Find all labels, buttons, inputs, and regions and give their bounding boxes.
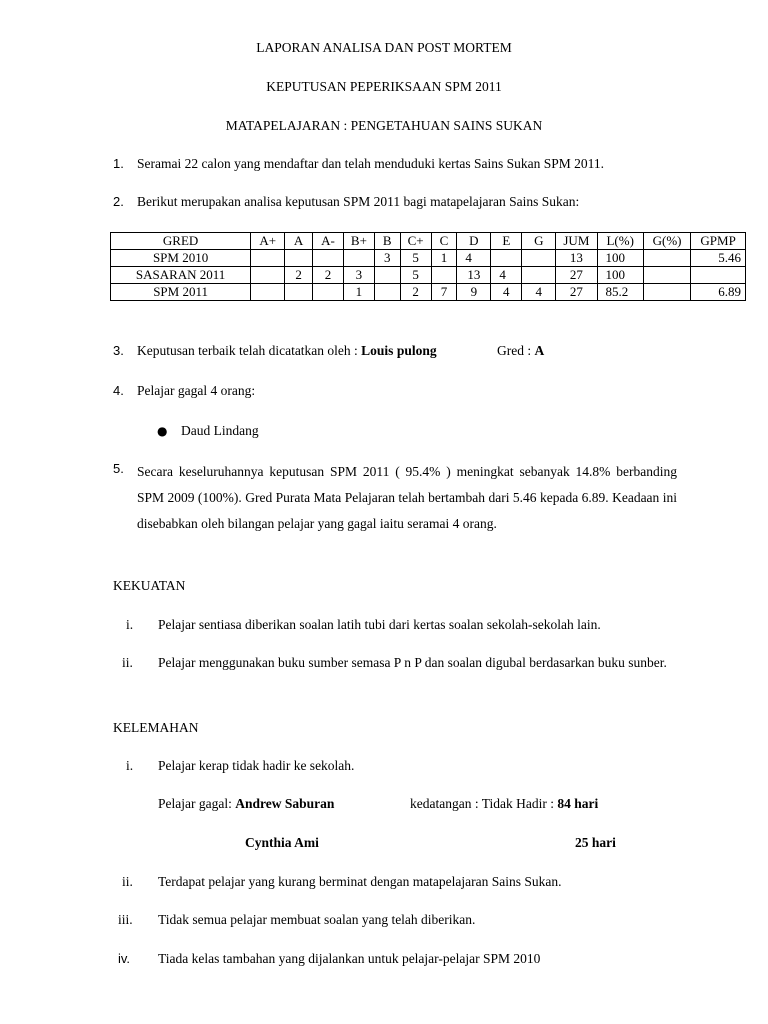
weakness-iii-number: iii. <box>118 912 133 927</box>
table-cell: 1 <box>343 284 374 301</box>
weakness-iv-text: Tiada kelas tambahan yang dijalankan untuk pelajar-pelajar SPM 2010 <box>158 951 541 966</box>
table-cell: 4 <box>491 284 522 301</box>
table-header: C+ <box>400 233 431 250</box>
item-1-number: 1. <box>113 156 124 171</box>
table-cell: 27 <box>556 284 597 301</box>
table-cell: 1 <box>431 250 457 267</box>
table-header: JUM <box>556 233 597 250</box>
table-row <box>111 250 746 267</box>
table-cell <box>285 284 313 301</box>
item-3-number: 3. <box>113 343 124 358</box>
table-header: A <box>285 233 313 250</box>
item-2-text: Berikut merupakan analisa keputusan SPM 2011 bagi matapelajaran Sains Sukan: <box>137 194 580 209</box>
table-cell: 5 <box>400 267 431 284</box>
table-cell: 27 <box>556 267 597 284</box>
table-cell <box>691 267 746 284</box>
table-cell: 3 <box>343 267 374 284</box>
failed-name-2: Cynthia Ami <box>245 835 319 850</box>
weaknesses-heading: KELEMAHAN <box>113 720 199 735</box>
bullet-icon: ● <box>157 424 168 438</box>
best-grade <box>497 343 544 359</box>
table-cell <box>643 267 690 284</box>
weakness-iv-number: iv. <box>118 951 131 966</box>
table-cell: 6.89 <box>691 284 746 301</box>
table-cell: 9 <box>457 284 491 301</box>
item-2-number: 2. <box>113 194 124 209</box>
table-header: B <box>374 233 400 250</box>
best-student-name: Louis pulong <box>361 343 437 358</box>
table-header: G(%) <box>643 233 690 250</box>
table-header: D <box>457 233 491 250</box>
table-header: A+ <box>251 233 285 250</box>
table-cell: SASARAN 2011 <box>111 267 251 284</box>
table-cell: 2 <box>285 267 313 284</box>
table-cell <box>374 284 400 301</box>
table-cell <box>643 250 690 267</box>
table-cell: 4 <box>522 284 556 301</box>
subject-title: MATAPELAJARAN : PENGETAHUAN SAINS SUKAN <box>225 118 543 133</box>
table-cell <box>431 267 457 284</box>
table-cell: 3 <box>374 250 400 267</box>
item-5-number: 5. <box>113 461 124 476</box>
table-cell <box>522 267 556 284</box>
failed-name-1: Andrew Saburan <box>235 796 335 811</box>
table-cell: 100 <box>597 250 643 267</box>
grade-value: A <box>534 343 545 358</box>
weakness-i-text: Pelajar kerap tidak hadir ke sekolah. <box>158 758 355 773</box>
table-cell: 13 <box>556 250 597 267</box>
table-cell: 100 <box>597 267 643 284</box>
table-cell <box>285 250 313 267</box>
table-cell: 7 <box>431 284 457 301</box>
item-4-text: Pelajar gagal 4 orang: <box>137 383 256 398</box>
table-cell <box>374 267 400 284</box>
table-cell <box>343 250 374 267</box>
item-4-number: 4. <box>113 383 124 398</box>
table-header: GPMP <box>691 233 746 250</box>
table-cell <box>491 250 522 267</box>
table-cell: 13 <box>457 267 491 284</box>
table-cell <box>313 250 344 267</box>
table-cell <box>643 284 690 301</box>
table-header: L(%) <box>597 233 643 250</box>
absent-days-2: 25 hari <box>575 835 616 850</box>
table-cell: 5.46 <box>691 250 746 267</box>
table-cell: 2 <box>313 267 344 284</box>
attendance-1 <box>410 796 598 812</box>
attendance-label: kedatangan : Tidak Hadir : <box>410 796 558 811</box>
table-header-row <box>111 233 746 250</box>
strength-i-number: i. <box>126 617 134 632</box>
strength-i-text: Pelajar sentiasa diberikan soalan latih tubi dari kertas soalan sekolah-sekolah lain. <box>158 617 601 632</box>
item-5-text: Secara keseluruhannya keputusan SPM 2011 ( 95.4% ) meningkat sebanyak 14.8% berbanding SPM 2009 (100%). Gred Purata Mata Pelajaran telah bertambah dari 5.46 kepada 6.89. Keadaan ini disebabkan oleh bilangan pelajar yang gagal iaitu seramai 4 orang. <box>137 464 677 531</box>
table-cell: 2 <box>400 284 431 301</box>
table-row <box>111 267 746 284</box>
table-header: GRED <box>111 233 251 250</box>
strengths-heading: KEKUATAN <box>113 578 186 593</box>
item-3-text <box>137 343 437 359</box>
failed-student-name: Daud Lindang <box>181 423 259 438</box>
table-cell <box>251 267 285 284</box>
table-cell: 4 <box>491 267 522 284</box>
table-header: C <box>431 233 457 250</box>
item-1-text: Seramai 22 calon yang mendaftar dan telah menduduki kertas Sains Sukan SPM 2011. <box>137 156 605 171</box>
table-cell: 85.2 <box>597 284 643 301</box>
best-result-label: Keputusan terbaik telah dicatatkan oleh : <box>137 343 362 358</box>
table-header: A- <box>313 233 344 250</box>
table-cell: 5 <box>400 250 431 267</box>
weakness-iii-text: Tidak semua pelajar membuat soalan yang telah diberikan. <box>158 912 476 927</box>
grades-table <box>110 232 746 301</box>
failed-student-1 <box>158 796 334 812</box>
weakness-ii-text: Terdapat pelajar yang kurang berminat dengan matapelajaran Sains Sukan. <box>158 874 562 889</box>
report-title: LAPORAN ANALISA DAN POST MORTEM <box>256 40 512 55</box>
table-header: E <box>491 233 522 250</box>
table-cell: SPM 2010 <box>111 250 251 267</box>
table-cell <box>251 284 285 301</box>
table-cell <box>251 250 285 267</box>
table-header: G <box>522 233 556 250</box>
weakness-i-number: i. <box>126 758 134 773</box>
table-header: B+ <box>343 233 374 250</box>
grade-label: Gred : <box>497 343 535 358</box>
absent-days-1: 84 hari <box>557 796 599 811</box>
table-row <box>111 284 746 301</box>
table-cell: 4 <box>457 250 491 267</box>
failed-label: Pelajar gagal: <box>158 796 236 811</box>
report-subtitle: KEPUTUSAN PEPERIKSAAN SPM 2011 <box>266 79 502 94</box>
strength-ii-number: ii. <box>122 655 133 670</box>
table-cell: SPM 2011 <box>111 284 251 301</box>
table-cell <box>522 250 556 267</box>
table-cell <box>313 284 344 301</box>
weakness-ii-number: ii. <box>122 874 133 889</box>
strength-ii-text: Pelajar menggunakan buku sumber semasa P n P dan soalan digubal berdasarkan buku sunber. <box>158 655 667 670</box>
